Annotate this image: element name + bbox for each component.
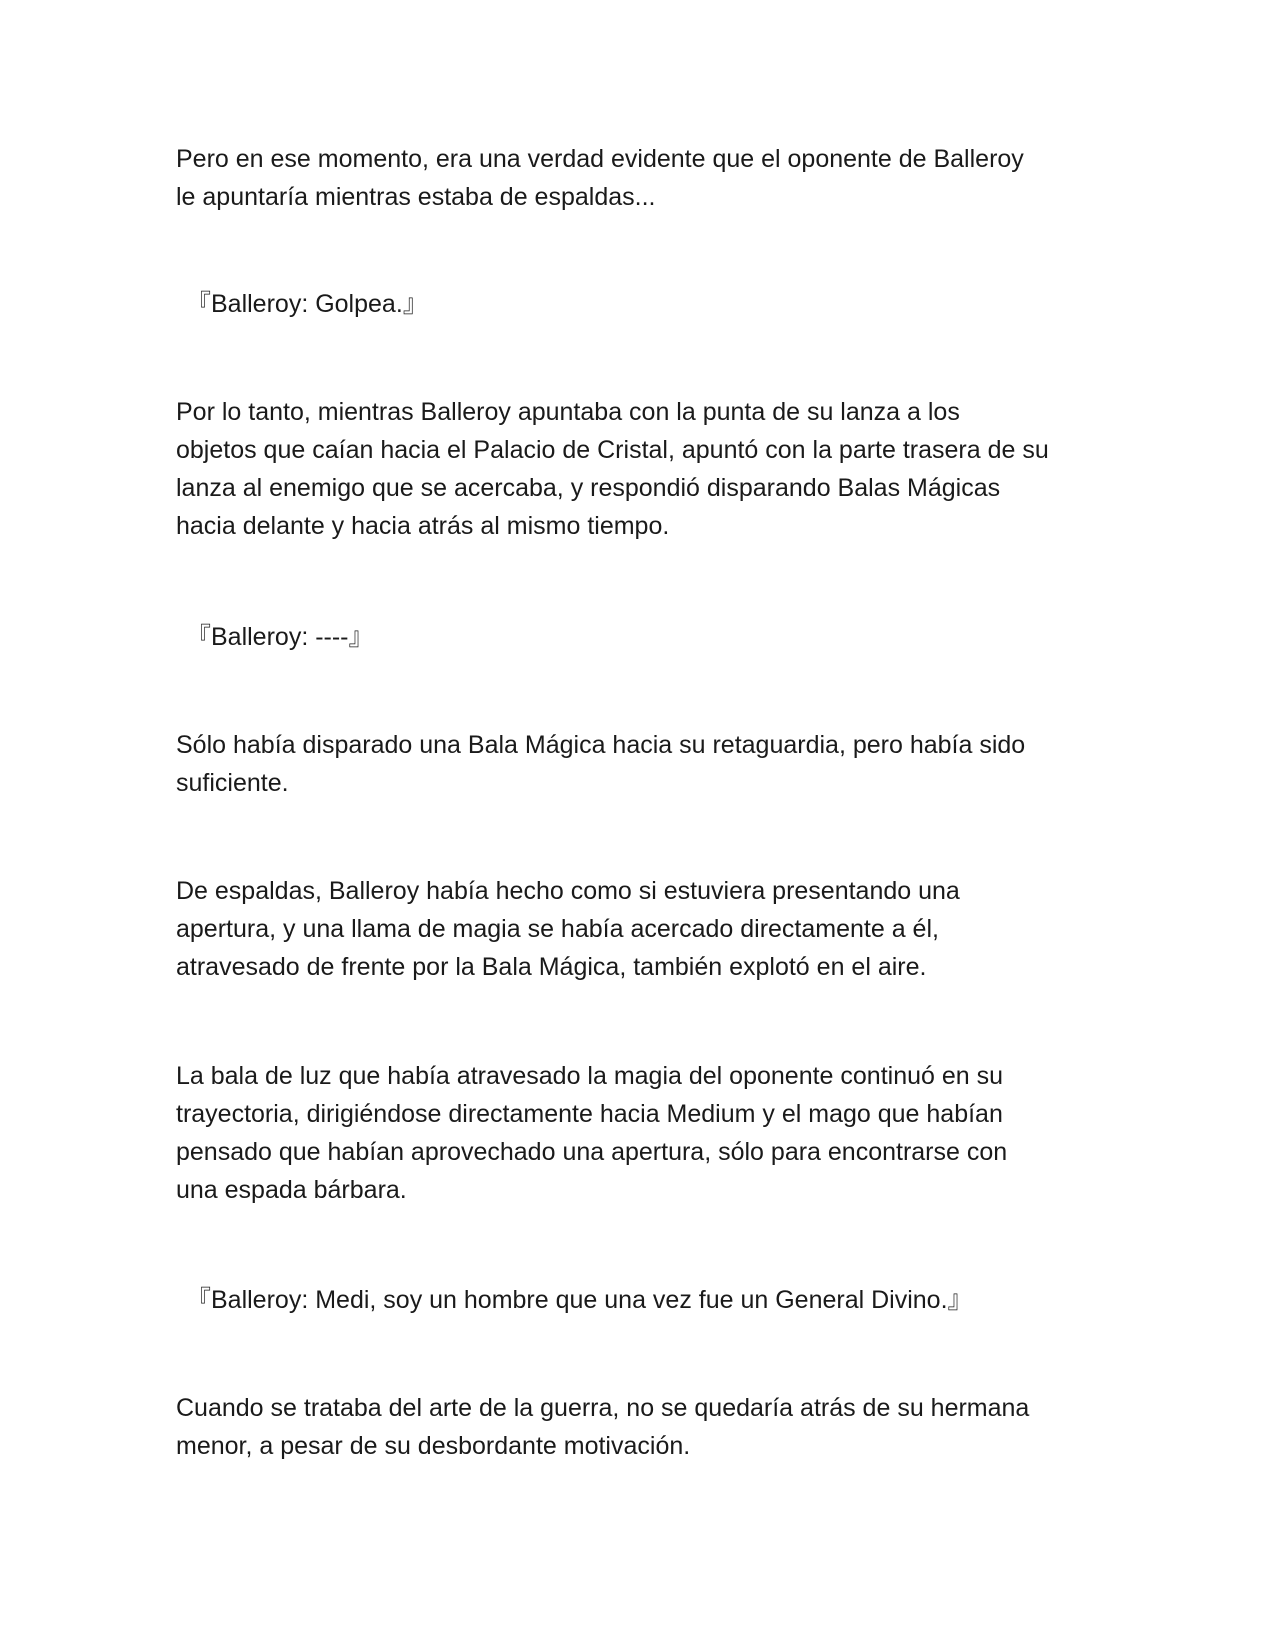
paragraph-line: trayectoria, dirigiéndose directamente hacia Medium y el mago que habían xyxy=(176,1100,1003,1128)
paragraph-4 xyxy=(176,872,1106,986)
paragraph-line: una espada bárbara. xyxy=(176,1176,407,1204)
paragraph-line: atravesado de frente por la Bala Mágica, también explotó en el aire. xyxy=(176,953,927,981)
paragraph-line: De espaldas, Balleroy había hecho como si estuviera presentando una xyxy=(176,877,960,905)
paragraph-5 xyxy=(176,1057,1106,1209)
paragraph-line: Sólo había disparado una Bala Mágica hacia su retaguardia, pero había sido xyxy=(176,731,1026,759)
paragraph-2 xyxy=(176,393,1106,545)
paragraph-line: hacia delante y hacia atrás al mismo tiempo. xyxy=(176,512,670,540)
paragraph-line: objetos que caían hacia el Palacio de Cristal, apuntó con la parte trasera de su xyxy=(176,436,1049,464)
paragraph-line: Pero en ese momento, era una verdad evidente que el oponente de Balleroy xyxy=(176,145,1024,173)
paragraph-line: le apuntaría mientras estaba de espaldas... xyxy=(176,183,656,211)
paragraph-line: apertura, y una llama de magia se había acercado directamente a él, xyxy=(176,915,939,943)
paragraph-line: Cuando se trataba del arte de la guerra, no se quedaría atrás de su hermana xyxy=(176,1394,1030,1422)
dialogue-line-3: 『Balleroy: Medi, soy un hombre que una vez fue un General Divino.』 xyxy=(186,1286,973,1314)
paragraph-line: La bala de luz que había atravesado la magia del oponente continuó en su xyxy=(176,1062,1004,1090)
paragraph-1 xyxy=(176,140,1106,216)
paragraph-3 xyxy=(176,726,1106,802)
paragraph-line: Por lo tanto, mientras Balleroy apuntaba con la punta de su lanza a los xyxy=(176,398,960,426)
paragraph-line: suficiente. xyxy=(176,769,289,797)
paragraph-line: pensado que habían aprovechado una apertura, sólo para encontrarse con xyxy=(176,1138,1008,1166)
paragraph-line: menor, a pesar de su desbordante motivación. xyxy=(176,1432,691,1460)
paragraph-line: lanza al enemigo que se acercaba, y respondió disparando Balas Mágicas xyxy=(176,474,1001,502)
dialogue-line-2: 『Balleroy: ----』 xyxy=(186,623,374,651)
dialogue-line-1: 『Balleroy: Golpea.』 xyxy=(186,290,428,318)
paragraph-6 xyxy=(176,1389,1106,1465)
